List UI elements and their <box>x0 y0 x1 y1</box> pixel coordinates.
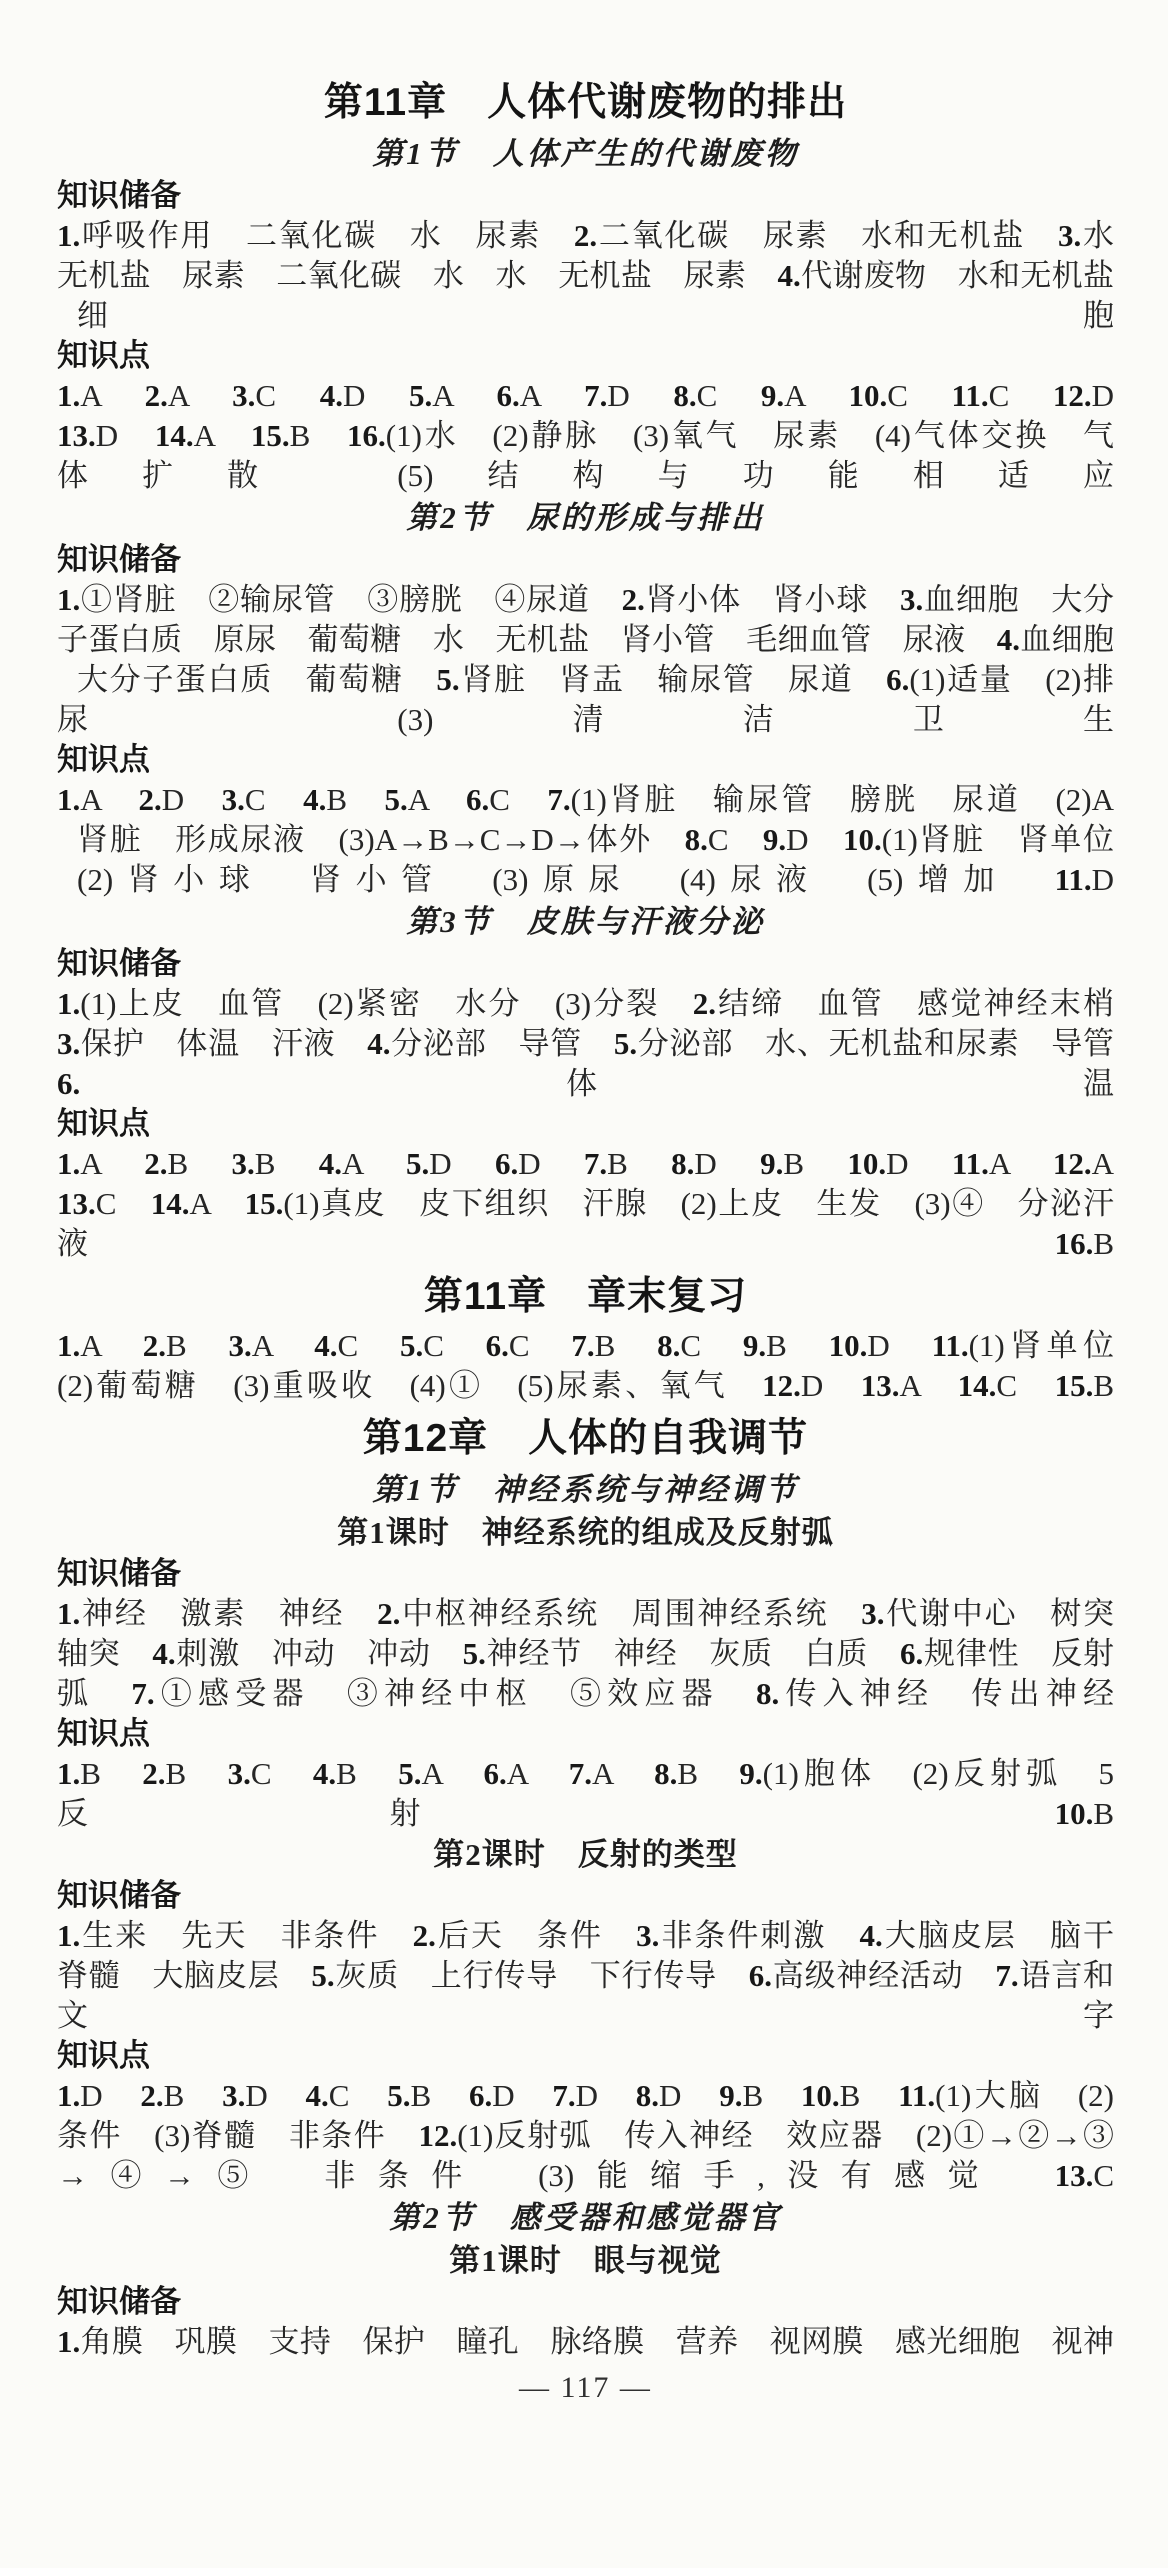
answer-line: 1.①肾脏 ②输尿管 ③膀胱 ④尿道 2.肾小体 肾小球 3.血细胞 大分 <box>57 582 1115 617</box>
answer-line: 1.生来 先天 非条件 2.后天 条件 3.非条件刺激 4.大脑皮层 脑干 <box>57 1918 1114 1953</box>
lesson-heading: 第2课时 反射的类型 <box>433 1837 738 1872</box>
answer-line: 1.角膜 巩膜 支持 保护 瞳孔 脉络膜 营养 视网膜 感光细胞 视神 <box>57 2324 1114 2359</box>
knowledge-label: 知识点 <box>57 1716 150 1751</box>
knowledge-label: 知识储备 <box>57 1878 181 1913</box>
section-heading: 第2节 感受器和感觉器官 <box>389 2200 782 2235</box>
answer-line: (2)肾小球 肾小管 (3)原尿 (4)尿液 (5)增加 11.D <box>77 862 1114 897</box>
answer-line: 13.C 14.A 15.(1)真皮 皮下组织 汗腺 (2)上皮 生发 (3)④ 分泌汗 <box>57 1186 1114 1221</box>
answer-line: 无机盐 尿素 二氧化碳 水 水 无机盐 尿素 4.代谢废物 水和无机盐 <box>57 258 1115 293</box>
answer-line: 尿 (3)清洁卫生 <box>57 702 1114 737</box>
section-heading: 第1节 人体产生的代谢废物 <box>372 136 799 171</box>
answer-line: 1.A 2.B 3.A 4.C 5.C 6.C 7.B 8.C 9.B 10.D 11.(1)肾单位 <box>57 1328 1114 1363</box>
section-heading: 第3节 皮肤与汗液分泌 <box>406 904 765 939</box>
answer-line: 脊髓 大脑皮层 5.灰质 上行传导 下行传导 6.高级神经活动 7.语言和 <box>57 1958 1115 1993</box>
answer-line: 液 16.B <box>57 1226 1114 1261</box>
knowledge-label: 知识储备 <box>57 542 181 577</box>
answer-line: 条件 (3)脊髓 非条件 12.(1)反射弧 传入神经 效应器 (2)①→②→③ <box>57 2118 1114 2153</box>
answer-line: 轴突 4.刺激 冲动 冲动 5.神经节 神经 灰质 白质 6.规律性 反射 <box>57 1636 1115 1671</box>
knowledge-label: 知识点 <box>57 2038 150 2073</box>
answer-line: 1.A 2.D 3.C 4.B 5.A 6.C 7.(1)肾脏 输尿管 膀胱 尿道 (2)A <box>57 782 1114 817</box>
answer-line: 体扩散 (5)结构与功能相适应 <box>57 458 1114 493</box>
chapter-heading: 第11章 章末复习 <box>423 1275 748 1318</box>
lesson-heading: 第1课时 神经系统的组成及反射弧 <box>337 1515 834 1550</box>
answer-line: 1.D 2.B 3.D 4.C 5.B 6.D 7.D 8.D 9.B 10.B 11.(1)大脑 (2) <box>57 2078 1115 2113</box>
answer-line: 13.D 14.A 15.B 16.(1)水 (2)静脉 (3)氧气 尿素 (4)气体交换 气 <box>57 418 1114 453</box>
answer-line: 细胞 <box>77 298 1114 333</box>
knowledge-label: 知识储备 <box>57 178 181 213</box>
chapter-heading: 第12章 人体的自我调节 <box>362 1417 809 1460</box>
chapter-heading: 第11章 人体代谢废物的排出 <box>323 81 848 124</box>
answer-line: 子蛋白质 原尿 葡萄糖 水 无机盐 肾小管 毛细血管 尿液 4.血细胞 <box>57 622 1115 657</box>
answer-line: 1.呼吸作用 二氧化碳 水 尿素 2.二氧化碳 尿素 水和无机盐 3.水 <box>57 218 1115 253</box>
page-number: — 117 — <box>519 2371 652 2404</box>
section-heading: 第2节 尿的形成与排出 <box>406 500 765 535</box>
answer-line: 大分子蛋白质 葡萄糖 5.肾脏 肾盂 输尿管 尿道 6.(1)适量 (2)排 <box>77 662 1115 697</box>
answer-line: 肾脏 形成尿液 (3)A→B→C→D→体外 8.C 9.D 10.(1)肾脏 肾单位 <box>77 822 1114 857</box>
answer-line: 1.A 2.B 3.B 4.A 5.D 6.D 7.B 8.D 9.B 10.D 11.A 12.A <box>57 1146 1114 1181</box>
knowledge-label: 知识点 <box>57 338 150 373</box>
knowledge-label: 知识点 <box>57 742 150 777</box>
knowledge-label: 知识储备 <box>57 1556 181 1591</box>
knowledge-label: 知识储备 <box>57 946 181 981</box>
answer-line: →④→⑤ 非条件 (3)能缩手,没有感觉 13.C <box>57 2158 1114 2193</box>
answer-line: 1.A 2.A 3.C 4.D 5.A 6.A 7.D 8.C 9.A 10.C 11.C 12.D <box>57 378 1115 413</box>
answer-line: 3.保护 体温 汗液 4.分泌部 导管 5.分泌部 水、无机盐和尿素 导管 <box>57 1026 1115 1061</box>
lesson-heading: 第1课时 眼与视觉 <box>449 2243 722 2278</box>
section-heading: 第1节 神经系统与神经调节 <box>372 1472 799 1507</box>
answer-line: 反射 10.B <box>57 1796 1114 1831</box>
page-content <box>57 78 1114 2408</box>
answer-line: (2)葡萄糖 (3)重吸收 (4)① (5)尿素、氧气 12.D 13.A 14.C 15.B <box>57 1368 1114 1403</box>
answer-line: 1.神经 激素 神经 2.中枢神经系统 周围神经系统 3.代谢中心 树突 <box>57 1596 1115 1631</box>
answer-line: 文字 <box>57 1998 1114 2033</box>
knowledge-label: 知识点 <box>57 1106 150 1141</box>
answer-line: 弧 7.①感受器 ③神经中枢 ⑤效应器 8.传入神经 传出神经 <box>57 1676 1115 1711</box>
answer-line: 6.体温 <box>57 1066 1114 1101</box>
answer-line: 1.(1)上皮 血管 (2)紧密 水分 (3)分裂 2.结缔 血管 感觉神经末梢 <box>57 986 1114 1021</box>
answer-line: 1.B 2.B 3.C 4.B 5.A 6.A 7.A 8.B 9.(1)胞体 (2)反射弧 5 <box>57 1756 1115 1791</box>
knowledge-label: 知识储备 <box>57 2284 181 2319</box>
